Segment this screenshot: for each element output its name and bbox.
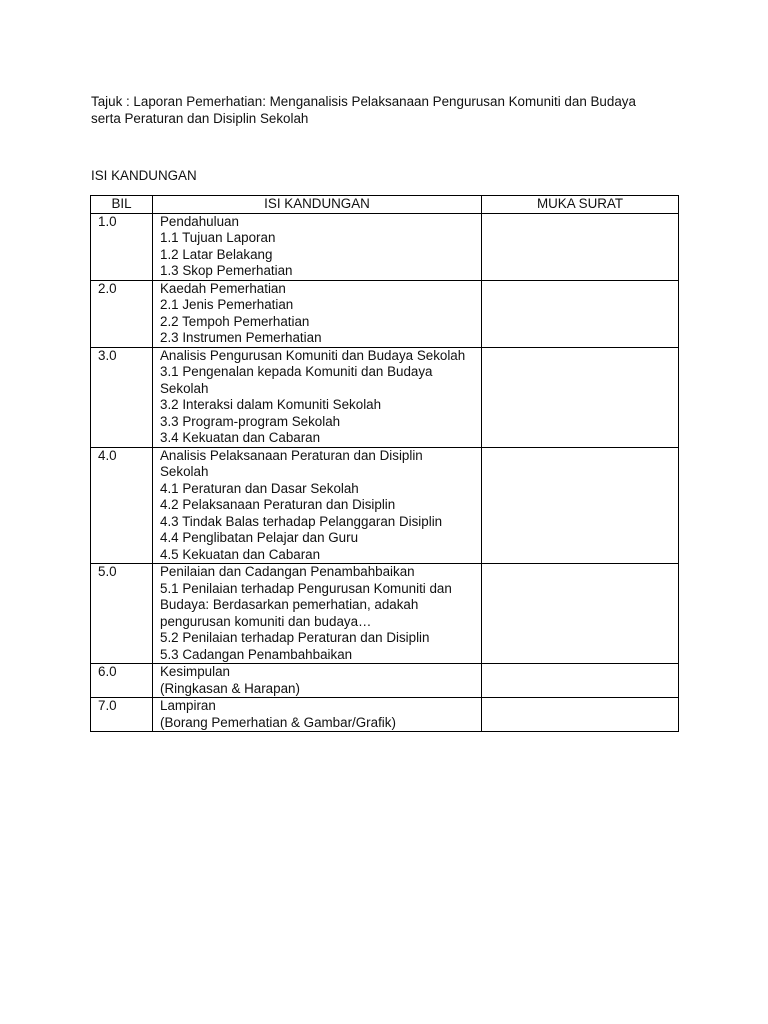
row-bil: 2.0 xyxy=(91,280,153,347)
row-bil: 4.0 xyxy=(91,447,153,564)
row-contents xyxy=(153,213,482,280)
title-line-1: Tajuk : Laporan Pemerhatian: Menganalisis Pelaksanaan Pengurusan Komuniti dan Budaya xyxy=(91,94,636,109)
row-content-line: 4.2 Pelaksanaan Peraturan dan Disiplin xyxy=(160,497,396,512)
row-bil: 3.0 xyxy=(91,347,153,447)
row-content-line: 2.1 Jenis Pemerhatian xyxy=(160,297,294,312)
row-content-line: (Ringkasan & Harapan) xyxy=(160,680,300,696)
row-content-line: Analisis Pelaksanaan Peraturan dan Disiplin xyxy=(160,447,423,463)
row-page-number xyxy=(482,280,679,347)
row-contents xyxy=(153,564,482,664)
row-content-line: Analisis Pengurusan Komuniti dan Budaya Sekolah xyxy=(160,347,466,363)
table-row xyxy=(91,280,679,347)
row-content-line: 5.1 Penilaian terhadap Pengurusan Komuniti dan xyxy=(160,580,452,596)
row-content-line: 4.4 Penglibatan Pelajar dan Guru xyxy=(160,530,359,545)
row-content-line: 5.2 Penilaian terhadap Peraturan dan Disiplin xyxy=(160,630,430,645)
row-content-line: 2.2 Tempoh Pemerhatian xyxy=(160,313,310,329)
toc-table xyxy=(90,195,679,732)
table-row xyxy=(91,698,679,732)
row-content-line: 2.3 Instrumen Pemerhatian xyxy=(160,330,322,345)
title-line-2: serta Peraturan dan Disiplin Sekolah xyxy=(91,111,309,126)
header-bil: BIL xyxy=(91,196,153,214)
row-bil: 1.0 xyxy=(91,213,153,280)
table-row xyxy=(91,213,679,280)
document-title xyxy=(91,93,691,127)
row-content-line: 1.1 Tujuan Laporan xyxy=(160,230,276,245)
row-content-line: Pendahuluan xyxy=(160,213,239,229)
row-content-line: 4.3 Tindak Balas terhadap Pelanggaran Disiplin xyxy=(160,513,443,529)
row-content-line: (Borang Pemerhatian & Gambar/Grafik) xyxy=(160,714,396,730)
row-content-line: 1.2 Latar Belakang xyxy=(160,246,273,262)
row-bil: 7.0 xyxy=(91,698,153,732)
row-content-line: Sekolah xyxy=(160,464,209,479)
header-isi-kandungan: ISI KANDUNGAN xyxy=(153,196,482,214)
row-contents xyxy=(153,280,482,347)
table-row xyxy=(91,347,679,447)
row-page-number xyxy=(482,213,679,280)
row-content-line: 3.4 Kekuatan dan Cabaran xyxy=(160,430,321,445)
toc-heading: ISI KANDUNGAN xyxy=(91,168,197,183)
row-content-line: 4.1 Peraturan dan Dasar Sekolah xyxy=(160,480,359,496)
row-content-line: 3.1 Pengenalan kepada Komuniti dan Budaya xyxy=(160,364,433,379)
header-muka-surat: MUKA SURAT xyxy=(482,196,679,214)
row-content-line: Sekolah xyxy=(160,380,209,396)
row-content-line: Budaya: Berdasarkan pemerhatian, adakah xyxy=(160,597,419,612)
row-content-line: 3.3 Program-program Sekolah xyxy=(160,413,341,429)
row-content-line: Penilaian dan Cadangan Penambahbaikan xyxy=(160,564,415,579)
toc-header-row xyxy=(91,196,679,214)
row-contents xyxy=(153,347,482,447)
row-page-number xyxy=(482,347,679,447)
row-page-number xyxy=(482,447,679,564)
row-contents xyxy=(153,447,482,564)
row-content-line: 3.2 Interaksi dalam Komuniti Sekolah xyxy=(160,397,382,412)
table-row xyxy=(91,564,679,664)
row-content-line: Lampiran xyxy=(160,698,216,713)
row-content-line: pengurusan komuniti dan budaya… xyxy=(160,613,372,629)
row-content-line: 5.3 Cadangan Penambahbaikan xyxy=(160,646,353,662)
table-row xyxy=(91,447,679,564)
row-bil: 5.0 xyxy=(91,564,153,664)
row-page-number xyxy=(482,664,679,698)
table-row xyxy=(91,664,679,698)
row-content-line: Kaedah Pemerhatian xyxy=(160,280,286,296)
row-page-number xyxy=(482,698,679,732)
row-content-line: 1.3 Skop Pemerhatian xyxy=(160,263,293,278)
row-page-number xyxy=(482,564,679,664)
row-contents xyxy=(153,664,482,698)
row-bil: 6.0 xyxy=(91,664,153,698)
row-content-line: 4.5 Kekuatan dan Cabaran xyxy=(160,546,321,562)
row-contents xyxy=(153,698,482,732)
row-content-line: Kesimpulan xyxy=(160,664,230,679)
